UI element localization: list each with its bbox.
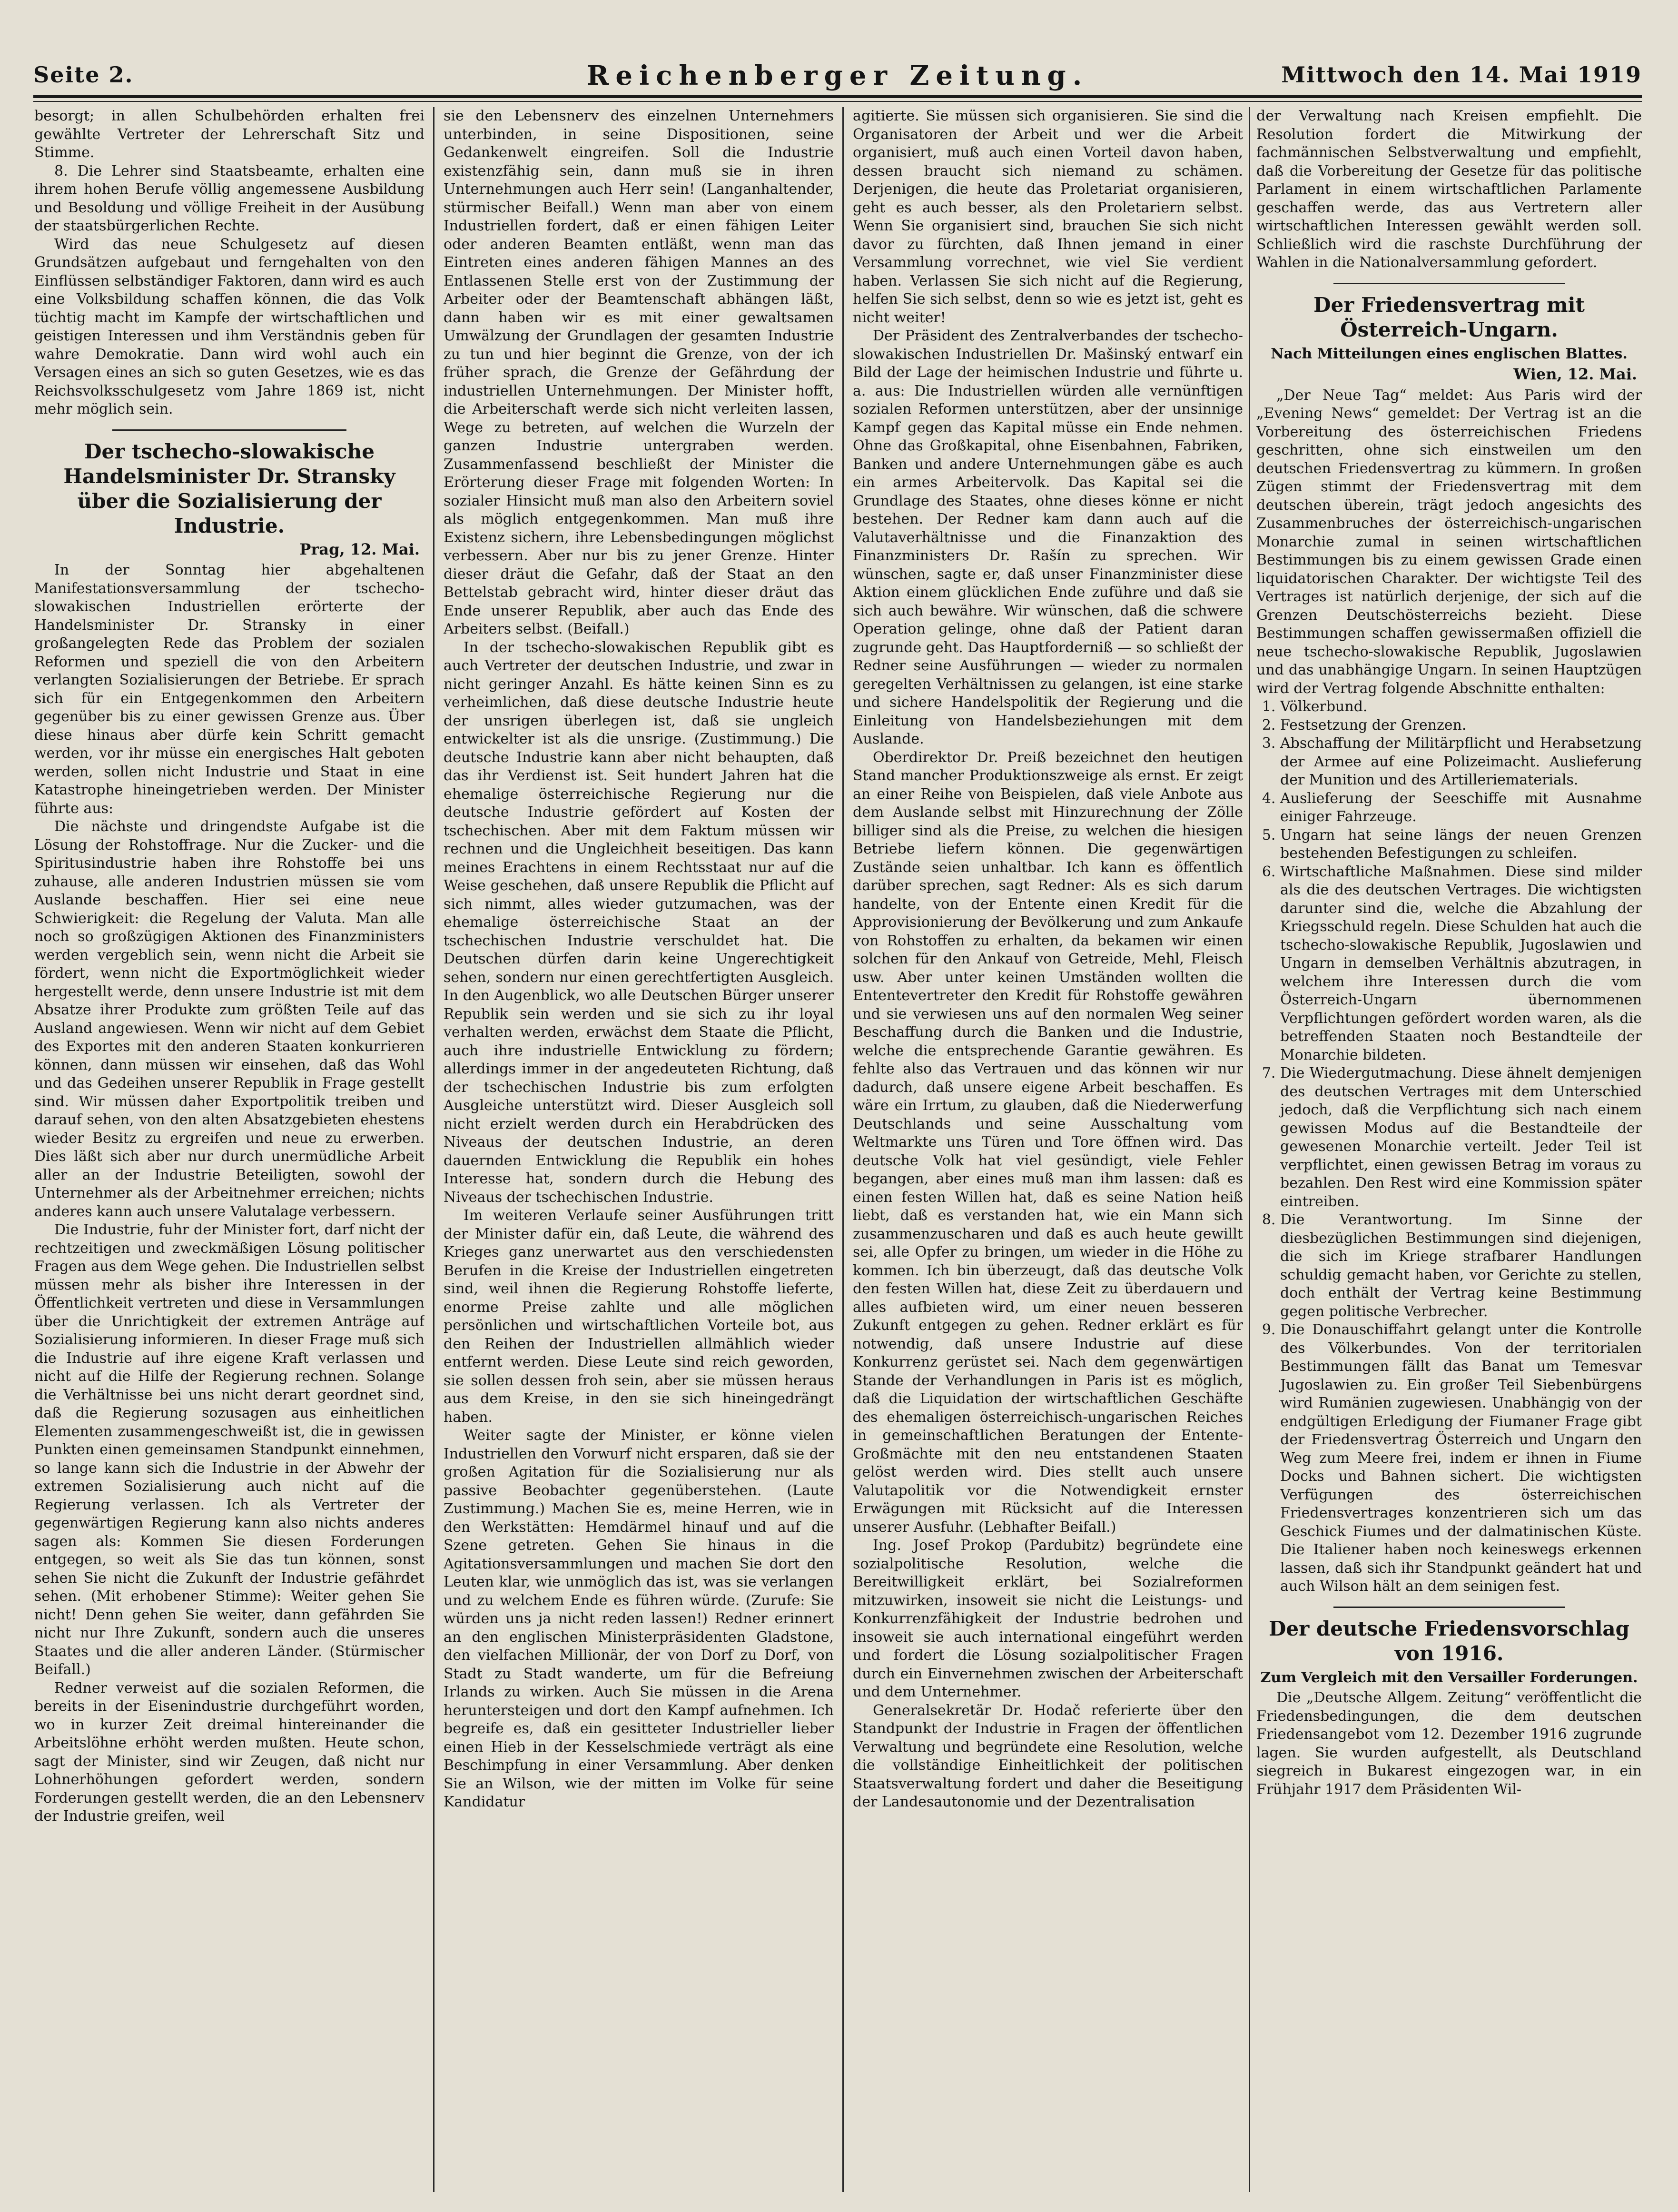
newspaper-title: Reichenberger Zeitung. [586,60,1089,91]
paragraph: der Verwaltung nach Kreisen empfiehlt. Die Resolution fordert die Mitwirkung der fachmännischen Selbstverwaltung und empfiehlt, daß die Vorbereitung der Gesetze für das politische Parlament in einem wirtschaftlichen Parlamente geschaffen werde, das aus Vertretern aller wirtschaftlichen Interessen gewählt werden soll. Schließlich wird die raschste Durchführung der Wahlen in die Nationalversammlung gefordert. [1256,108,1642,271]
list-item: 6. Wirtschaftliche Maßnahmen. Diese sind milder als die des deutschen Vertrages. Die wichtigsten darunter sind die, welche die Abzahlung der Kriegsschuld regeln. Diese Schulden hat auch die tschecho-slowakische Republik, Jugoslawien und Ungarn in demselben Verhältnis abzutragen, in welchem ihre Interessen durch die vom Österreich-Ungarn übernommenen Verpflichtungen gefördert worden waren, als die betreffenden Staaten noch Bestandteile der Monarchie bildeten. [1280,863,1642,1065]
article-subheadline: Zum Vergleich mit den Versailler Forderungen. [1260,1669,1638,1686]
paragraph: 8. Die Lehrer sind Staatsbeamte, erhalten eine ihrem hohen Berufe völlig angemessene Ausbildung und Besoldung und völlige Freiheit in der Ausübung der staatsbürgerlichen Rechte. [34,162,424,234]
article-headline: Der tschecho-slowakische Handelsminister Dr. Stransky über die Sozialisierung der Industrie. [63,439,395,537]
article-headline: Der deutsche Friedensvorschlag von 1916. [1268,1617,1629,1665]
list-item: 7. Die Wiedergutmachung. Diese ähnelt demjenigen des deutschen Vertrages mit dem Unterschied jedoch, daß die Verpflichtung sich nach einem gewissen Modus auf die Bestandteile der gewesenen Monarchie verteilt. Jeder Teil ist verpflichtet, einen gewissen Betrag im voraus zu bezahlen. Den Rest wird eine Kommission später eintreiben. [1280,1064,1642,1211]
article-separator [1333,283,1565,284]
paragraph: Weiter sagte der Minister, er könne vielen Industriellen den Vorwurf nicht ersparen, daß sie der großen Agitation für die Sozialisierung nur als passive Beobachter gegenüberstehen. (Laute Zustimmung.) Machen Sie es, meine Herren, wie in den Werkstätten: Hemdärmel hinauf und auf die Szene getreten. Gehen Sie hinaus in die Agitationsversammlungen und machen Sie dort den Leuten klar, wie unmöglich das ist, was sie verlangen und zu welchem Ende es führen würde. (Zurufe: Sie würden uns ja nicht reden lassen!) Redner erinnert an den englischen Ministerpräsidenten Gladstone, den vielfachen Millionär, der von Dorf zu Dorf, von Stadt zu Stadt wanderte, um für die Befreiung Irlands zu wirken. Auch Sie müssen in die Arena heruntersteigen und dort den Kampf aufnehmen. Ich begreife es, daß ein gesitteter Industrieller lieber einen Hieb in der Kesselschmiede verträgt als eine Beschimpfung in einer Versammlung. Aber denken Sie an Wilson, wie der mitten im Volke für seine Kandidatur [444,1427,834,1810]
paragraph: Die „Deutsche Allgem. Zeitung“ veröffentlicht die Friedensbedingungen, die dem deutschen Friedensangebot vom 12. Dezember 1916 zugrunde lagen. Sie wurden aufgestellt, als Deutschland siegreich in Bukarest eingezogen war, in ein Frühjahr 1917 dem Präsidenten Wil- [1256,1689,1642,1798]
article-subheadline: Nach Mitteilungen eines englischen Blattes. [1271,345,1628,362]
list-item: 9. Die Donauschiffahrt gelangt unter die Kontrolle des Völkerbundes. Von der territorialen Bestimmungen fällt das Banat um Temesvar Jugoslawien zu. Ein großer Teil Siebenbürgens wird Rumänien zugewiesen. Unabhängig von der endgültigen Erledigung der Fiumaner Frage gibt der Friedensvertrag Österreich und Ungarn den Weg zum Meere frei, indem er ihnen in Fiume Docks und Bahnen sichert. Die wichtigsten Verfügungen des österreichischen Friedensvertrages konzentrieren sich um das Geschick Fiumes und der dalmatinischen Küste. Die Italiener haben noch keineswegs erkennen lassen, daß sich ihr Standpunkt geändert hat und auch Wilson hält an dem seinigen fest. [1280,1321,1642,1596]
list-item: 1. Völkerbund. [1280,698,1642,716]
article-dateline: Wien, 12. Mai. [1513,365,1637,383]
list-item: 8. Die Verantwortung. Im Sinne der diesbezüglichen Bestimmungen sind diejenigen, die sich im Kriege strafbarer Handlungen schuldig gemacht haben, vor Gerichte zu stellen, doch enthält der Vertrag keine Bestimmung gegen politische Verbrecher. [1280,1211,1642,1321]
column-1 [34,107,424,2192]
paragraph: sie den Lebensnerv des einzelnen Unternehmers unterbinden, in seine Dispositionen, seine Gedankenwelt eingreifen. Soll die Industrie existenzfähig sein, dann muß sie in ihren Unternehmungen auch Herr sein! (Langanhaltender, stürmischer Beifall.) Wenn man aber von einem Industriellen fordert, daß er einen fähigen Leiter oder anderen Beamten entläßt, wenn man das Eintreten eines anderen fähigen Mannes an des Entlassenen Stelle erst von der Zustimmung der Arbeiter oder der Beamtenschaft abhängen läßt, dann haben wir es mit einer gewaltsamen Umwälzung der Grundlagen der gesamten Industrie zu tun und hier beginnt die Grenze, von der ich früher sprach, die Grenze der Gefährdung der industriellen Unternehmungen. Der Minister hofft, die Arbeiterschaft werde sich nicht verleiten lassen, Wege zu betreten, auf welchen die Wurzeln der ganzen Industrie untergraben werden. Zusammenfassend beschließt der Minister die Erörterung dieser Frage mit folgenden Worten: In sozialer Hinsicht muß man also den Arbeitern soviel als möglich entgegenkommen. Man muß ihre Existenz sichern, ihre Lebensbedingungen möglichst verbessern. Aber nur bis zu jener Grenze. Hinter dieser dräut die Gefahr, daß der Staat an den Bettelstab gebracht wird, hinter dieser dräut das Ende unserer Republik, aber auch das Ende des Arbeiters selbst. (Beifall.) [444,108,834,637]
list-item: 3. Abschaffung der Militärpflicht und Herabsetzung der Armee auf eine Polizeimacht. Auslieferung der Munition und des Artilleriematerials. [1280,734,1642,790]
treaty-terms-list [1256,698,1642,1596]
paragraph: Die nächste und dringendste Aufgabe ist die Lösung der Rohstoffrage. Nur die Zucker- und die Spiritusindustrie haben ihre Rohstoffe bei uns zuhause, alle anderen Industrien müssen sie vom Auslande beschaffen. Hier sei eine neue Schwierigkeit: die Regelung der Valuta. Man alle noch so großzügigen Aktionen des Finanzministers werden vergeblich sein, wenn nicht die Arbeit sie fördert, wenn nicht die Exportmöglichkeit wieder hergestellt werde, denn unsere Industrie ist mit dem Absatze ihrer Produkte zum größten Teile auf das Ausland angewiesen. Wenn wir nicht auf dem Gebiet des Exportes mit den anderen Staaten konkurrieren können, dann müssen wir einsehen, daß das Wohl und das Gedeihen unserer Republik in Frage gestellt sind. Wir müssen daher Exportpolitik treiben und darauf sehen, von den alten Absatzgebieten ehestens wieder Besitz zu ergreifen und neue zu erwerben. Dies läßt sich aber nur durch unermüdliche Arbeit aller an der Industrie Beteiligten, sowohl der Unternehmer als der Arbeitnehmer erreichen; nichts anderes kann auch unsere Valutalage verbessern. [34,818,424,1220]
paragraph: Generalsekretär Dr. Hodač referierte über den Standpunkt der Industrie in Fragen der öffentlichen Verwaltung und begründete eine Resolution, welche die vollständige Einheitlichkeit der politischen Staatsverwaltung fordert und daher die Beseitigung der Landesautonomie und der Dezentralisation [853,1702,1243,1810]
paragraph: Ing. Josef Prokop (Pardubitz) begründete eine sozialpolitische Resolution, welche die Bereitwilligkeit erklärt, bei Sozialreformen mitzuwirken, insoweit sie nicht die Leistungs- und Konkurrenzfähigkeit der Industrie bedrohen und insoweit sie auch international eingeführt werden und fordert die Lösung sozialpolitischer Fragen durch ein Einvernehmen zwischen der Arbeiterschaft und dem Unternehmer. [853,1537,1243,1700]
paragraph: Oberdirektor Dr. Preiß bezeichnet den heutigen Stand mancher Produktionszweige als ernst. Er zeigt an einer Reihe von Beispielen, daß viele Anbote aus dem Auslande selbst mit Hinzurechnung der Zölle billiger sind als die Preise, zu welchen die hiesigen Betriebe liefern können. Die gegenwärtigen Zustände seien unhaltbar. Ich kann es öffentlich darüber sprechen, sagt Redner: Als es sich darum handelte, von der Entente einen Kredit für die Approvisionierung der Bevölkerung und zum Ankaufe von Rohstoffen zu erhalten, da bekamen wir einen solchen für den Ankauf von Getreide, Mehl, Fleisch usw. Aber unter keinen Umständen wollten die Ententevertreter den Kredit für Rohstoffe gewähren und sie verwiesen uns auf den normalen Weg seiner Beschaffung durch die Banken und die Industrie, welche die entsprechende Garantie gewähren. Es fehlte also das Vertrauen und das können wir nur dadurch, daß unsere eigene Arbeit beschaffen. Es wäre ein Irrtum, zu glauben, daß die Niederwerfung Deutschlands und seine Ausschaltung vom Weltmarkte uns Türen und Tore öffnen wird. Das deutsche Volk hat viel gesündigt, viele Fehler begangen, aber eines muß man ihm lassen: daß es einen festen Willen hat, daß es seine Nation heiß liebt, daß es verstanden hat, wie ein Mann sich zusammenzuscharen und daß es auch heute gewillt sei, alle Opfer zu bringen, um wieder in die Höhe zu kommen. Ich bin überzeugt, daß das deutsche Volk den festen Willen hat, diese Zeit zu überdauern und alles aufbieten wird, um einer neuen besseren Zukunft entgegen zu gehen. Redner erklärt es für notwendig, daß unsere Industrie auf diese Konkurrenz gerüstet sei. Nach dem gegenwärtigen Stande der Verhandlungen in Paris ist es möglich, daß die Liquidation der wirtschaftlichen Geschäfte des ehemaligen österreichisch-ungarischen Reiches in gemeinschaftlichen Beratungen der Entente-Großmächte mit den neu entstandenen Staaten gelöst werden wird. Dies stellt auch unsere Valutapolitik vor die Notwendigkeit ernster Erwägungen mit Rücksicht auf die Interessen unserer Ausfuhr. (Lebhafter Beifall.) [853,749,1243,1536]
paragraph: besorgt; in allen Schulbehörden erhalten frei gewählte Vertreter der Lehrerschaft Sitz und Stimme. [34,108,424,161]
paragraph: Der Präsident des Zentralverbandes der tschecho-slowakischen Industriellen Dr. Mašinský entwarf ein Bild der Lage der heimischen Industrie und führte u. a. aus: Die Industriellen würden alle vernünftigen sozialen Reformen unterstützen, aber der unsinnige Kampf gegen das Kapital müsse ein Ende nehmen. Ohne das Großkapital, ohne Eisenbahnen, Fabriken, Banken und andere Unternehmungen gäbe es auch ein armes Arbeitervolk. Das Kapital sei die Grundlage des Staates, ohne dieses könne er nicht bestehen. Der Redner kam dann auch auf die Valutaverhältnisse und die Finanzaktion des Finanzministers Dr. Rašín zu sprechen. Wir wünschen, sagte er, daß unser Finanzminister diese Aktion einem glücklichen Ende zuführe und daß sie sich auch bewähre. Wir wünschen, daß die schwere Operation gelinge, ohne daß der Patient daran zugrunde geht. Das Hauptforderniß — so schließt der Redner seine Ausführungen — wieder zu normalen geregelten Verhältnissen zu gelangen, ist eine starke und sichere Handelspolitik der Regierung und die Einleitung von Handelsbeziehungen mit dem Auslande. [853,327,1243,747]
issue-date: Mittwoch den 14. Mai 1919 [1281,62,1642,88]
paragraph: Die Industrie, fuhr der Minister fort, darf nicht der rechtzeitigen und zweckmäßigen Lösung politischer Fragen aus dem Wege gehen. Die Industriellen selbst müssen mehr als bisher ihre Interessen in der Öffentlichkeit vertreten und diese in Versammlungen über die Unrichtigkeit der extremen Anträge auf Sozialisierung informieren. In dieser Frage muß sich die Industrie auf ihre eigene Kraft verlassen und nicht auf die Hilfe der Regierung rechnen. Solange die Verhältnisse bei uns nicht derart geordnet sind, daß die Regierung sozusagen aus einheitlichen Elementen zusammengeschweißt ist, die in gewissen Punkten einen gemeinsamen Standpunkt einnehmen, so lange kann sich die Industrie in der Abwehr der extremen Sozialisierung auch nicht auf die Regierung verlassen. Ich als Vertreter der gegenwärtigen Regierung kann also nichts anderes sagen als: Kommen Sie diesen Forderungen entgegen, so weit als Sie das tun können, sonst sehen Sie nicht die Zukunft der Industrie gefährdet sehen. (Mit erhobener Stimme): Weiter gehen Sie nicht! Denn gehen Sie weiter, dann gefährden Sie nicht nur Ihre Zukunft, sondern auch die unseres Staates und die aller anderen Länder. (Stürmischer Beifall.) [34,1221,424,1678]
list-item: 5. Ungarn hat seine längs der neuen Grenzen bestehenden Befestigungen zu schleifen. [1280,826,1642,863]
column-divider [842,107,844,2192]
paragraph: In der tschecho-slowakischen Republik gibt es auch Vertreter der deutschen Industrie, und zwar in nicht geringer Anzahl. Es hätte keinen Sinn es zu verheimlichen, daß diese deutsche Industrie heute der unsrigen überlegen ist, daß sie ungleich entwickelter ist als die unsrige. (Zustimmung.) Die deutsche Industrie kann aber nicht behaupten, daß das ihr Verdienst ist. Seit hundert Jahren hat die ehemalige österreichische Regierung nur die deutsche Industrie gefördert auf Kosten der tschechischen. Aber mit dem Faktum müssen wir rechnen und die Ungleichheit beseitigen. Das kann meines Erachtens in einem Rechtsstaat nur auf die Weise geschehen, daß unsere Republik die Pflicht auf sich nimmt, alles wieder gutzumachen, was der ehemalige österreichische Staat an der tschechischen Industrie verschuldet hat. Die Deutschen dürfen darin keine Ungerechtigkeit sehen, sondern nur einen gerechtfertigten Ausgleich. In den Augenblick, wo alle Deutschen Bürger unserer Republik sein werden und sie sich zu ihr loyal verhalten werden, erwächst dem Staate die Pflicht, auch ihre industrielle Entwicklung zu fördern; allerdings immer in der angedeuteten Richtung, daß der tschechischen Industrie bis zum erfolgten Ausgleiche unterstützt wird. Dieser Ausgleich soll nicht erzielt werden durch ein Herabdrücken des Niveaus der deutschen Industrie, an deren dauernden Entwicklung die Republik ein hohes Interesse hat, sondern durch die Hebung des Niveaus der tschechischen Industrie. [444,639,834,1206]
page-header [33,57,1642,98]
article-dateline: Prag, 12. Mai. [299,540,420,558]
column-2 [444,107,834,2192]
column-4 [1256,107,1642,2192]
article-separator [1333,1607,1565,1608]
column-divider [433,107,434,2192]
paragraph: Im weiteren Verlaufe seiner Ausführungen tritt der Minister dafür ein, daß Leute, die während des Krieges ganz unerwartet aus den verschiedensten Berufen in die Kreise der Industriellen eingetreten sind, weil ihnen die Regierung Rohstoffe lieferte, enorme Preise zahlte und alle möglichen persönlichen und wirtschaftlichen Vorteile bot, aus den Reihen der Industriellen allmählich wieder entfernt werden. Diese Leute sind reich geworden, sie sollen dessen froh sein, aber sie müssen heraus aus dem Kreise, in den sie sich hineingedrängt haben. [444,1207,834,1426]
paragraph: agitierte. Sie müssen sich organisieren. Sie sind die Organisatoren der Arbeit und wer die Arbeit organisiert, muß auch einen Vorteil davon haben, dessen braucht sich niemand zu schämen. Derjenigen, die heute das Proletariat organisieren, geht es auch besser, als den Proletariern selbst. Wenn Sie organisiert sind, brauchen Sie sich nicht davor zu fürchten, daß Ihnen jemand in einer Versammlung vorrechnet, wie viel Sie verdient haben. Verlassen Sie sich nicht auf die Regierung, helfen Sie sich selbst, denn so wie es jetzt ist, geht es nicht weiter! [853,108,1243,326]
list-item: 2. Festsetzung der Grenzen. [1280,716,1642,735]
list-item: 4. Auslieferung der Seeschiffe mit Ausnahme einiger Fahrzeuge. [1280,790,1642,826]
paragraph: In der Sonntag hier abgehaltenen Manifestationsversammlung der tschecho-slowakischen Industriellen erörterte der Handelsminister Dr. Stransky in einer großangelegten Rede das Problem der sozialen Reformen und speziell die von den Arbeitern verlangten Sozialisierungen der Betriebe. Er sprach sich für ein Entgegenkommen den Arbeitern gegenüber bis zu einer gewissen Grenze aus. Über diese hinaus aber dürfe kein Schritt gemacht werden, vor ihr müsse ein energisches Halt geboten werden, sollen nicht Industrie und Staat in eine Katastrophe hineingetrieben werden. Der Minister führte aus: [34,562,424,817]
paragraph: Redner verweist auf die sozialen Reformen, die bereits in der Eisenindustrie durchgeführt worden, wo in kurzer Zeit dreimal hintereinander die Arbeitslöhne erhöht werden mußten. Heute schon, sagt der Minister, sind wir Zeugen, daß nicht nur Lohnerhöhungen gefordert werden, sondern Forderungen gestellt werden, die an den Lebensnerv der Industrie greifen, weil [34,1679,424,1825]
column-3 [853,107,1243,2192]
header-rule [33,101,1642,102]
paragraph: „Der Neue Tag“ meldet: Aus Paris wird der „Evening News“ gemeldet: Der Vertrag ist an die Vorbereitung des österreichischen Friedens geschritten, ohne sich einstweilen um den deutschen Friedensvertrag zu kümmern. In großen Zügen stimmt der Friedensvertrag mit dem deutschen überein, trägt jedoch angesichts des Zusammenbruches der österreichisch-ungarischen Monarchie zumal in seinen wirtschaftlichen Bestimmungen bis zu einem gewissen Grade einen liquidatorischen Charakter. Der wichtigste Teil des Vertrages ist natürlich derjenige, der sich auf die Grenzen Deutschösterreichs bezieht. Diese Bestimmungen schaffen gewissermaßen offiziell die neue tschecho-slowakische Republik, Jugoslawien und das unabhängige Ungarn. In seinen Hauptzügen wird der Vertrag folgende Abschnitte enthalten: [1256,387,1642,697]
article-headline: Der Friedensvertrag mit Österreich-Ungarn. [1313,293,1585,341]
page-number: Seite 2. [33,62,134,88]
paragraph: Wird das neue Schulgesetz auf diesen Grundsätzen aufgebaut und ferngehalten von den Einflüssen selbständiger Faktoren, dann wird es auch eine Volksbildung schaffen können, die das Volk tüchtig macht im Kampfe der wirtschaftlichen und geistigen Interessen und ihm Verständnis geben für wahre Demokratie. Dann wird wohl auch ein Versagen eines an sich so guten Gesetzes, wie es das Reichsvolksschulgesetz vom Jahre 1869 ist, nicht mehr möglich sein. [34,236,424,417]
article-separator [112,429,346,431]
column-divider [1249,107,1250,2192]
